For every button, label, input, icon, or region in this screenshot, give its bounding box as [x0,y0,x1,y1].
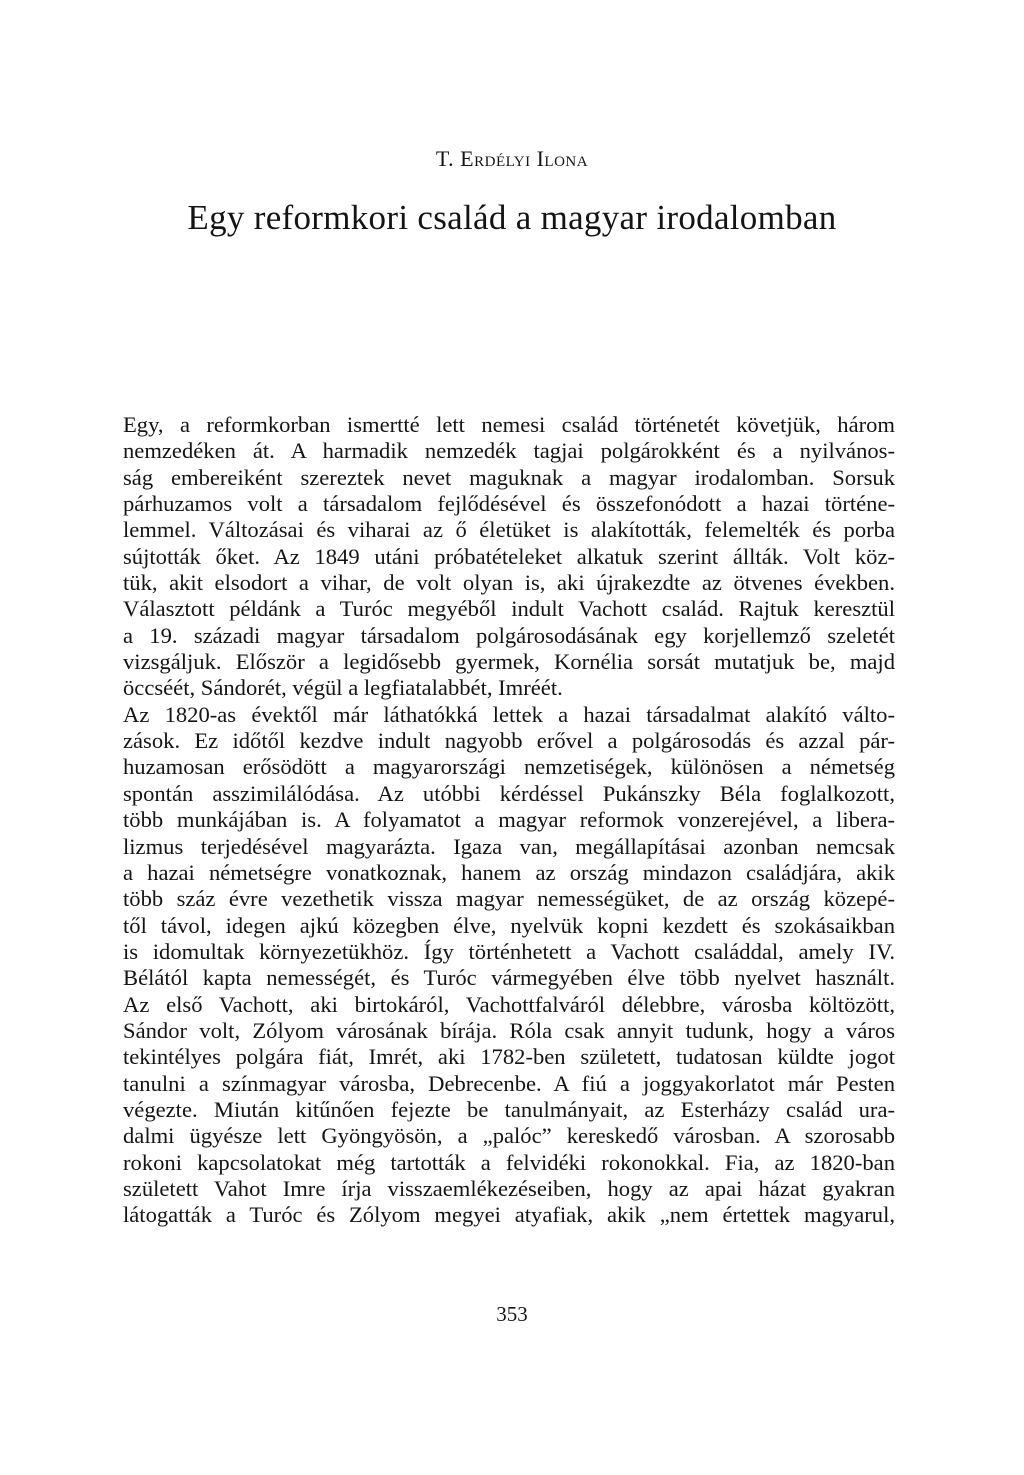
text-line: ság embereiként szereztek nevet maguknak a magyar irodalomban. Sorsuk [123,464,895,490]
text-line: nemzedéken át. A harmadik nemzedék tagjai polgárokként és a nyilvános- [123,438,895,464]
text-line: több munkájában is. A folyamatot a magyar reformok vonzerejével, a libera- [123,807,895,833]
text-line: tük, akit elsodort a vihar, de volt olyan is, aki újrakezdte az ötvenes években. [123,570,895,596]
text-line: végezte. Miután kitűnően fejezte be tanulmányait, az Esterházy család ura- [123,1096,895,1122]
text-line: lemmel. Változásai és viharai az ő életüket is alakították, felemelték és porba [123,517,895,543]
text-line: is idomultak környezetükhöz. Így történhetett a Vachott családdal, amely IV. [123,938,895,964]
text-line: vizsgáljuk. Először a legidősebb gyermek, Kornélia sorsát mutatjuk be, majd [123,649,895,675]
text-line: Egy, a reformkorban ismertté lett nemesi család történetét követjük, három [123,412,895,437]
text-line: spontán asszimilálódása. Az utóbbi kérdéssel Pukánszky Béla foglalkozott, [123,780,895,806]
body-text [123,412,895,1229]
text-line: látogatták a Turóc és Zólyom megyei atyafiak, akik „nem értettek magyarul, [123,1202,895,1228]
text-line: több száz évre vezethetik vissza magyar nemességüket, de az ország közepé- [123,886,895,912]
text-line: sújtották őket. Az 1849 utáni próbatételeket alkatuk szerint állták. Volt köz- [123,543,895,569]
text-line: lizmus terjedésével magyarázta. Igaza van, megállapításai azonban nemcsak [123,833,895,859]
text-line: Bélától kapta nemességét, és Turóc vármegyében élve több nyelvet használt. [123,965,895,991]
text-line: a 19. századi magyar társadalom polgárosodásának egy korjellemző szeletét [123,622,895,648]
text-line: tanulni a színmagyar városba, Debrecenbe. A fiú a joggyakorlatot már Pesten [123,1070,895,1096]
text-line: dalmi ügyésze lett Gyöngyösön, a „palóc” kereskedő városban. A szorosabb [123,1123,895,1149]
text-line: született Vahot Imre írja visszaemlékezéseiben, hogy az apai házat gyakran [123,1175,895,1201]
paragraph-1 [123,412,895,702]
text-line: zások. Ez időtől kezdve indult nagyobb erővel a polgárosodás és azzal pár- [123,728,895,754]
text-line: tekintélyes polgára fiát, Imrét, aki 1782-ben született, tudatosan küldte jogot [123,1044,895,1070]
text-line: Sándor volt, Zólyom városának bírája. Róla csak annyit tudunk, hogy a város [123,1017,895,1043]
text-line: rokoni kapcsolatokat még tartották a felvidéki rokonokkal. Fia, az 1820-ban [123,1149,895,1175]
text-line: párhuzamos volt a társadalom fejlődésével és összefonódott a hazai történe- [123,491,895,517]
chapter-title: Egy reformkori család a magyar irodalomban [187,198,837,237]
page-number: 353 [496,1302,528,1326]
text-line: től távol, idegen ajkú közegben élve, nyelvük kopni kezdett és szokásaikban [123,912,895,938]
text-line: Az első Vachott, aki birtokáról, Vachottfalváról délebbre, városba költözött, [123,991,895,1017]
text-line: a hazai németségre vonatkoznak, hanem az ország mindazon családjára, akik [123,859,895,885]
text-line: Az 1820-as évektől már láthatókká lettek a hazai társadalmat alakító válto- [123,701,895,727]
author-name: T. Erdélyi Ilona [435,146,589,171]
text-line: öccséét, Sándorét, végül a legfiatalabbét, Imréét. [123,675,563,701]
paragraph-2 [123,702,895,1229]
text-line: huzamosan erősödött a magyarországi nemzetiségek, különösen a németség [123,754,895,780]
text-line: Választott példánk a Turóc megyéből indult Vachott család. Rajtuk keresztül [123,596,895,622]
